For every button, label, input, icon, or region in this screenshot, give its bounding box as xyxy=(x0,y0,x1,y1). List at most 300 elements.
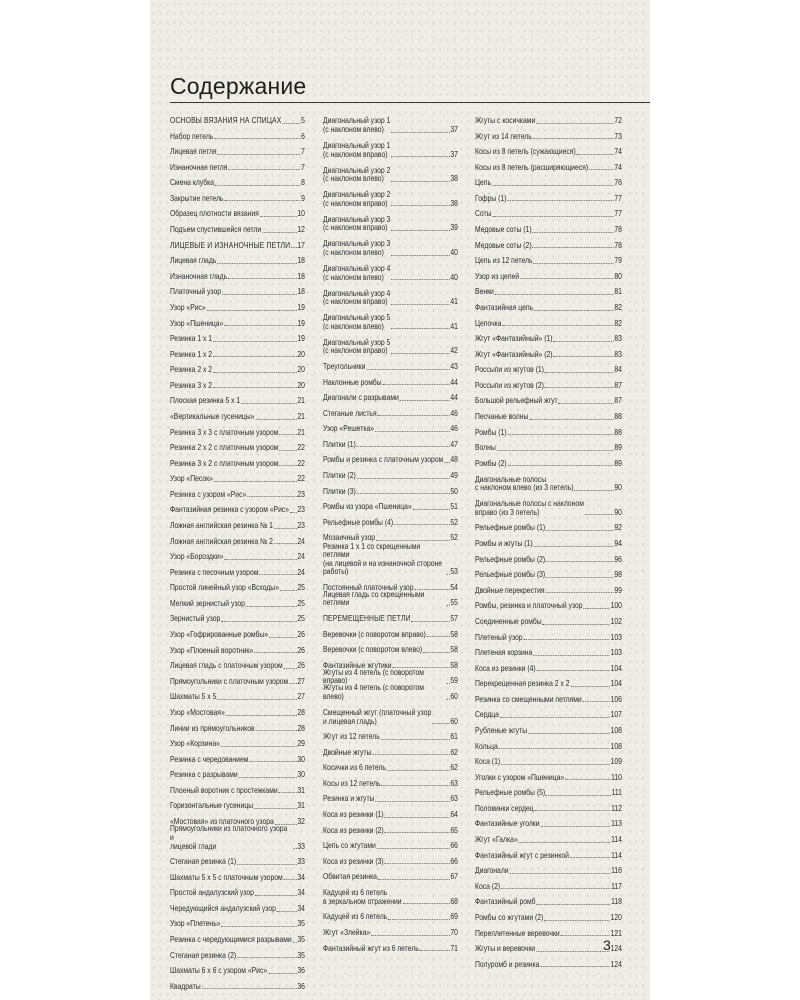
toc-entry-page: 33 xyxy=(297,857,305,867)
toc-entry xyxy=(170,328,305,344)
toc-entry-title: Цепь xyxy=(475,178,492,188)
toc-entry xyxy=(475,533,622,549)
toc-leader-dots xyxy=(268,973,297,974)
toc-leader-dots xyxy=(413,509,450,510)
toc-entry-page: 100 xyxy=(610,601,622,611)
toc-entry-page: 109 xyxy=(610,757,622,767)
toc-entry-title: Набор петель xyxy=(170,131,214,141)
toc-leader-dots xyxy=(213,341,297,342)
toc-leader-dots xyxy=(366,369,449,370)
toc-entry-title: Медовые соты (1) xyxy=(475,225,532,235)
toc-leader-dots xyxy=(213,372,297,373)
toc-leader-dots xyxy=(536,904,610,905)
toc-entry-page: 103 xyxy=(610,632,622,642)
toc-entry-page: 33 xyxy=(297,841,305,851)
toc-entry-page: 42 xyxy=(450,346,458,356)
toc-entry-page: 52 xyxy=(450,533,458,543)
toc-leader-dots xyxy=(228,278,297,279)
toc-entry-title: Фантазийная резинка с узором «Рис» xyxy=(170,505,290,515)
toc-leader-dots xyxy=(446,574,449,575)
toc-entry-page: 35 xyxy=(297,935,305,945)
toc-entry xyxy=(475,141,622,157)
toc-entry xyxy=(475,375,622,391)
toc-entry-page: 28 xyxy=(297,707,305,717)
toc-entry xyxy=(323,418,458,434)
toc-entry-title: Диагональный узор 4 (с наклоном влево) xyxy=(323,263,391,282)
toc-entry xyxy=(475,281,622,297)
toc-leader-dots xyxy=(254,652,296,653)
toc-entry xyxy=(323,356,458,372)
toc-entry-title: Резинка 3 х 2 xyxy=(170,380,213,390)
toc-entry-title: Косы из 12 петель xyxy=(323,778,381,788)
toc-entry xyxy=(323,608,458,624)
toc-leader-dots xyxy=(502,325,613,326)
toc-entry-title: Резинка 1 х 1 со скрещенными петлями (на лицевой и на изнаночной стороне работы) xyxy=(323,541,443,577)
toc-entry xyxy=(323,773,458,789)
toc-leader-dots xyxy=(290,512,297,513)
toc-leader-dots xyxy=(446,699,449,700)
toc-entry xyxy=(323,496,458,512)
toc-entry xyxy=(170,110,305,126)
toc-entry xyxy=(475,549,622,565)
toc-entry-page: 80 xyxy=(614,271,622,281)
toc-leader-dots xyxy=(247,496,296,497)
toc-entry-page: 24 xyxy=(297,552,305,562)
toc-entry-page: 8 xyxy=(301,178,305,188)
toc-entry xyxy=(170,546,305,562)
toc-entry xyxy=(323,938,458,954)
toc-entry-page: 17 xyxy=(297,240,305,250)
toc-leader-dots xyxy=(391,304,449,305)
toc-leader-dots xyxy=(574,490,613,491)
toc-entry xyxy=(475,564,622,580)
toc-leader-dots xyxy=(207,310,297,311)
toc-entry-title: Диагональный узор 4 (с наклоном вправо) xyxy=(323,288,391,307)
toc-leader-dots xyxy=(545,592,613,593)
toc-entry xyxy=(323,184,458,209)
toc-entry-page: 37 xyxy=(450,125,458,134)
toc-column-3 xyxy=(475,110,622,969)
toc-entry-title: Шахматы 6 х 6 с узором «Рис» xyxy=(170,966,268,976)
toc-leader-dots xyxy=(495,294,614,295)
toc-leader-dots xyxy=(540,826,610,827)
toc-entry xyxy=(475,923,622,939)
toc-leader-dots xyxy=(202,988,297,989)
toc-entry xyxy=(323,233,458,258)
toc-leader-dots xyxy=(224,325,296,326)
toc-entry xyxy=(323,589,458,608)
toc-entry xyxy=(475,813,622,829)
toc-entry xyxy=(170,749,305,765)
toc-entry-title: Рельефные ромбы (1) xyxy=(475,523,546,533)
toc-entry xyxy=(323,922,458,938)
toc-entry xyxy=(170,219,305,235)
toc-leader-dots xyxy=(254,808,297,809)
toc-leader-dots xyxy=(533,655,610,656)
toc-entry xyxy=(323,683,458,702)
toc-leader-dots xyxy=(385,832,450,833)
toc-entry-title: Лицевая гладь со скрещенными петлями xyxy=(323,589,425,608)
toc-leader-dots xyxy=(542,624,609,625)
toc-leader-dots xyxy=(545,387,614,388)
toc-entry-title: ПЕРЕМЕЩЕННЫЕ ПЕТЛИ xyxy=(323,614,411,624)
toc-entry xyxy=(475,172,622,188)
toc-entry-page: 27 xyxy=(297,692,305,702)
toc-entry-title: Изнаночная гладь xyxy=(170,271,228,281)
toc-entry xyxy=(475,704,622,720)
toc-entry xyxy=(323,835,458,851)
toc-entry xyxy=(323,258,458,283)
toc-entry-page: 39 xyxy=(450,223,458,233)
toc-entry-page: 49 xyxy=(450,470,458,480)
toc-entry-page: 26 xyxy=(297,630,305,640)
toc-entry xyxy=(475,235,622,251)
page-title: Содержание xyxy=(170,73,307,99)
toc-entry xyxy=(170,141,305,157)
toc-entry-page: 69 xyxy=(450,912,458,922)
toc-leader-dots xyxy=(520,278,614,279)
toc-leader-dots xyxy=(534,810,610,811)
toc-entry-page: 113 xyxy=(611,819,622,829)
toc-entry-title: Соты xyxy=(475,209,492,219)
toc-leader-dots xyxy=(577,154,614,155)
toc-entry-page: 25 xyxy=(297,614,305,624)
toc-entry-title: Веревочки (с поворотом влево) xyxy=(323,645,423,655)
toc-entry xyxy=(475,642,622,658)
toc-entry-page: 31 xyxy=(297,785,305,795)
toc-entry-page: 55 xyxy=(450,598,458,608)
toc-entry-page: 36 xyxy=(297,966,305,976)
toc-leader-dots xyxy=(391,230,449,231)
toc-entry xyxy=(323,331,458,356)
toc-entry-page: 107 xyxy=(610,710,622,720)
toc-entry xyxy=(475,673,622,689)
toc-entry xyxy=(475,845,622,861)
toc-entry-title: Резинка и жгуты xyxy=(323,794,375,804)
toc-entry xyxy=(170,976,305,992)
toc-leader-dots xyxy=(279,434,296,435)
toc-entry-page: 18 xyxy=(297,287,305,297)
toc-entry-title: Закрытие петель xyxy=(170,193,224,203)
toc-leader-dots xyxy=(492,216,613,217)
toc-entry xyxy=(323,639,458,655)
toc-leader-dots xyxy=(507,200,613,201)
toc-entry-title: Венки xyxy=(475,287,494,297)
toc-entry xyxy=(475,313,622,329)
toc-leader-dots xyxy=(385,863,450,864)
toc-leader-dots xyxy=(536,951,610,952)
toc-entry-page: 22 xyxy=(297,443,305,453)
toc-entry-page: 40 xyxy=(450,272,458,282)
toc-entry-title: Ромбы из узора «Пшеница» xyxy=(323,502,412,512)
toc-entry-page: 62 xyxy=(450,763,458,773)
toc-leader-dots xyxy=(446,605,449,606)
toc-entry-title: Рельефные ромбы (5) xyxy=(475,788,546,798)
toc-entry-title: Прямоугольники с платочным узором xyxy=(170,676,289,686)
toc-entry-title: Жгуты и веревочки xyxy=(475,944,536,954)
toc-leader-dots xyxy=(213,387,297,388)
toc-leader-dots xyxy=(274,528,297,529)
toc-entry-page: 103 xyxy=(610,648,622,658)
toc-leader-dots xyxy=(269,637,297,638)
toc-entry xyxy=(170,733,305,749)
toc-leader-dots xyxy=(237,957,297,958)
toc-entry-page: 25 xyxy=(297,598,305,608)
toc-leader-dots xyxy=(400,400,450,401)
toc-entry-page: 12 xyxy=(297,225,305,235)
toc-leader-dots xyxy=(432,723,449,724)
toc-leader-dots xyxy=(293,848,296,849)
toc-entry-page: 99 xyxy=(614,585,622,595)
toc-leader-dots xyxy=(391,181,449,182)
toc-leader-dots xyxy=(546,577,614,578)
toc-entry xyxy=(170,655,305,671)
toc-entry-page: 20 xyxy=(297,365,305,375)
toc-entry xyxy=(170,390,305,406)
toc-entry xyxy=(475,126,622,142)
toc-entry-page: 112 xyxy=(611,803,622,813)
toc-entry-page: 30 xyxy=(297,770,305,780)
toc-entry-page: 50 xyxy=(450,486,458,496)
toc-entry-page: 28 xyxy=(297,723,305,733)
toc-entry-title: Смещенный жгут (платочный узор и лицевая гладь) xyxy=(323,707,432,726)
toc-entry-title: Коса из резинки (2) xyxy=(323,825,384,835)
toc-entry xyxy=(170,126,305,142)
toc-entry xyxy=(170,437,305,453)
toc-entry-page: 81 xyxy=(614,287,622,297)
toc-entry-title: Резинка 2 х 2 xyxy=(170,365,213,375)
toc-entry-title: Плетеный узор xyxy=(475,632,523,642)
toc-leader-dots xyxy=(274,543,297,544)
toc-entry-page: 23 xyxy=(297,489,305,499)
toc-entry xyxy=(323,135,458,160)
toc-leader-dots xyxy=(291,247,296,248)
toc-entry-page: 116 xyxy=(611,866,622,876)
toc-entry-page: 108 xyxy=(610,725,622,735)
toc-entry-title: Кадуцей из 6 петель в зеркальном отражении xyxy=(323,888,402,906)
toc-entry-title: Фантазийный ромб xyxy=(475,897,536,907)
toc-entry-title: Резинка со смещенными петлями xyxy=(475,694,582,704)
toc-entry-title: Фантазийные уголки xyxy=(475,819,540,829)
toc-entry-title: Цепочка xyxy=(475,318,502,328)
toc-leader-dots xyxy=(507,434,613,435)
toc-leader-dots xyxy=(277,911,297,912)
toc-entry-page: 90 xyxy=(614,483,622,493)
toc-entry xyxy=(475,720,622,736)
toc-entry-title: Жгут «Галка» xyxy=(475,835,518,845)
toc-leader-dots xyxy=(402,903,449,904)
toc-entry-title: Шахматы 5 х 5 с платочным узором xyxy=(170,872,283,882)
toc-entry-title: Чередующийся андалузский узор xyxy=(170,903,276,913)
toc-leader-dots xyxy=(385,817,450,818)
toc-entry xyxy=(475,493,622,518)
toc-entry-title: Мозаичный узор xyxy=(323,533,376,543)
toc-entry-page: 104 xyxy=(610,679,622,689)
toc-entry-title: Платочный узор xyxy=(170,287,222,297)
toc-leader-dots xyxy=(444,462,449,463)
toc-entry xyxy=(475,390,622,406)
toc-leader-dots xyxy=(241,403,296,404)
toc-entry xyxy=(170,313,305,329)
toc-leader-dots xyxy=(279,465,296,466)
toc-entry-page: 79 xyxy=(614,256,622,266)
toc-entry-page: 22 xyxy=(297,474,305,484)
toc-entry-page: 89 xyxy=(614,443,622,453)
toc-entry xyxy=(475,203,622,219)
toc-entry-page: 60 xyxy=(450,691,458,701)
toc-entry-title: Узор «Рис» xyxy=(170,302,206,312)
toc-entry-title: Ромбы со жгутами (2) xyxy=(475,912,544,922)
toc-entry-page: 47 xyxy=(450,439,458,449)
toc-leader-dots xyxy=(214,138,300,139)
toc-entry-page: 71 xyxy=(450,943,458,953)
toc-entry-title: Кольца xyxy=(475,741,498,751)
toc-entry-title: Узор из цепей xyxy=(475,271,520,281)
toc-entry-page: 73 xyxy=(614,131,622,141)
toc-entry xyxy=(475,250,622,266)
toc-leader-dots xyxy=(255,730,296,731)
toc-entry-page: 98 xyxy=(614,570,622,580)
toc-leader-dots xyxy=(427,636,450,637)
toc-leader-dots xyxy=(546,530,614,531)
toc-entry-page: 52 xyxy=(450,517,458,527)
toc-entry-title: Цепь из 12 петель xyxy=(475,256,533,266)
toc-entry-page: 37 xyxy=(450,149,458,159)
toc-entry xyxy=(170,281,305,297)
toc-leader-dots xyxy=(537,670,610,671)
toc-entry-title: Стеганая резинка (1) xyxy=(170,857,237,867)
toc-entry-page: 87 xyxy=(614,380,622,390)
toc-entry-page: 38 xyxy=(450,174,458,184)
toc-entry-title: Цепь со жгутами xyxy=(323,841,376,851)
toc-entry xyxy=(475,611,622,627)
toc-leader-dots xyxy=(228,169,300,170)
toc-leader-dots xyxy=(224,200,300,201)
toc-entry-page: 83 xyxy=(614,349,622,359)
toc-entry xyxy=(323,882,458,907)
toc-entry-page: 53 xyxy=(450,567,458,577)
toc-entry xyxy=(170,422,305,438)
toc-entry-page: 24 xyxy=(297,567,305,577)
toc-entry-title: Диагональный узор 5 (с наклоном вправо) xyxy=(323,337,391,356)
toc-entry xyxy=(170,406,305,422)
toc-entry-title: Горизонтальные гусеницы xyxy=(170,801,254,811)
toc-entry-title: Жгуты из 4 петель (с поворотом влево) xyxy=(323,683,424,701)
toc-leader-dots xyxy=(217,699,296,700)
toc-entry-title: Жгуты с косичками xyxy=(475,115,536,125)
toc-leader-dots xyxy=(532,232,613,233)
toc-entry xyxy=(323,757,458,773)
toc-entry-title: Кадуцей из 6 петель xyxy=(323,912,388,922)
toc-leader-dots xyxy=(246,606,297,607)
toc-entry xyxy=(170,157,305,173)
toc-entry xyxy=(170,671,305,687)
toc-entry-page: 10 xyxy=(297,209,305,219)
toc-entry xyxy=(170,851,305,867)
toc-entry-title: Косы из 8 петель (сужающиеся) xyxy=(475,147,576,157)
toc-entry-title: Обвитая резинка xyxy=(323,872,377,882)
toc-leader-dots xyxy=(391,132,449,133)
toc-entry-page: 124 xyxy=(610,959,622,969)
toc-entry-title: Зернистый узор xyxy=(170,614,221,624)
toc-entry xyxy=(475,595,622,611)
toc-entry xyxy=(170,780,305,796)
toc-entry xyxy=(170,484,305,500)
toc-leader-dots xyxy=(391,279,449,280)
toc-entry-title: Резинка с чередующимися разрывами xyxy=(170,935,292,945)
toc-entry-title: ЛИЦЕВЫЕ И ИЗНАНОЧНЫЕ ПЕТЛИ xyxy=(170,240,291,250)
toc-entry xyxy=(170,929,305,945)
toc-entry-title: Плитки (3) xyxy=(323,486,356,496)
toc-entry-title: Перекрещенная резинка 2 х 2 xyxy=(475,679,570,689)
toc-entry-title: Ромбы (1) xyxy=(475,427,507,437)
toc-entry-title: Резинка 1 х 1 xyxy=(170,334,213,344)
title-rule xyxy=(170,102,650,103)
toc-entry-page: 23 xyxy=(297,521,305,531)
toc-entry-title: Рельефные ромбы (4) xyxy=(323,517,394,527)
toc-entry xyxy=(170,718,305,734)
toc-leader-dots xyxy=(381,785,449,786)
toc-entry xyxy=(323,449,458,465)
toc-leader-dots xyxy=(375,801,449,802)
toc-entry-title: Узор «Пшеница» xyxy=(170,318,224,328)
toc-entry-title: Шахматы 5 х 5 xyxy=(170,692,217,702)
toc-entry-title: Коса (2) xyxy=(475,881,501,891)
toc-leader-dots xyxy=(492,185,614,186)
toc-entry xyxy=(475,344,622,360)
toc-leader-dots xyxy=(561,935,610,936)
toc-leader-dots xyxy=(499,748,610,749)
toc-leader-dots xyxy=(387,770,450,771)
toc-entry-page: 76 xyxy=(614,178,622,188)
toc-entry-title: Резинка 2 х 2 с платочным узором xyxy=(170,443,279,453)
toc-entry-page: 20 xyxy=(297,349,305,359)
toc-entry-title: Образец плотности вязания xyxy=(170,209,259,219)
toc-entry-page: 77 xyxy=(614,209,622,219)
toc-leader-dots xyxy=(255,419,296,420)
toc-entry xyxy=(170,531,305,547)
toc-leader-dots xyxy=(570,857,610,858)
toc-leader-dots xyxy=(570,686,609,687)
toc-entry-page: 118 xyxy=(611,897,622,907)
toc-entry xyxy=(323,906,458,922)
toc-entry xyxy=(170,468,305,484)
toc-entry-page: 38 xyxy=(450,198,458,208)
toc-entry-title: Прямоугольники из платочного узора и лицевой глади xyxy=(170,824,288,851)
toc-entry xyxy=(170,640,305,656)
toc-entry xyxy=(170,960,305,976)
toc-entry-page: 114 xyxy=(611,850,622,860)
toc-entry-page: 67 xyxy=(450,872,458,882)
toc-entry-title: Коса (1) xyxy=(475,757,501,767)
toc-entry-title: Наклонные ромбы xyxy=(323,377,382,387)
toc-entry-title: Гофры (1) xyxy=(475,193,507,203)
toc-entry-page: 32 xyxy=(297,817,305,826)
toc-entry-title: Коса из резинки (1) xyxy=(323,809,384,819)
toc-entry-page: 21 xyxy=(297,427,305,437)
toc-entry-title: Узор «Мостовая» xyxy=(170,707,225,717)
toc-entry-title: Подъем спустившейся петли xyxy=(170,225,262,235)
toc-entry-page: 108 xyxy=(610,741,622,751)
toc-entry-page: 34 xyxy=(297,903,305,913)
toc-entry xyxy=(323,434,458,450)
toc-entry-title: Переплетенные веревочки xyxy=(475,928,560,938)
toc-entry xyxy=(475,266,622,282)
toc-leader-dots xyxy=(583,608,609,609)
toc-leader-dots xyxy=(375,431,450,432)
toc-leader-dots xyxy=(394,524,450,525)
toc-entry xyxy=(170,297,305,313)
